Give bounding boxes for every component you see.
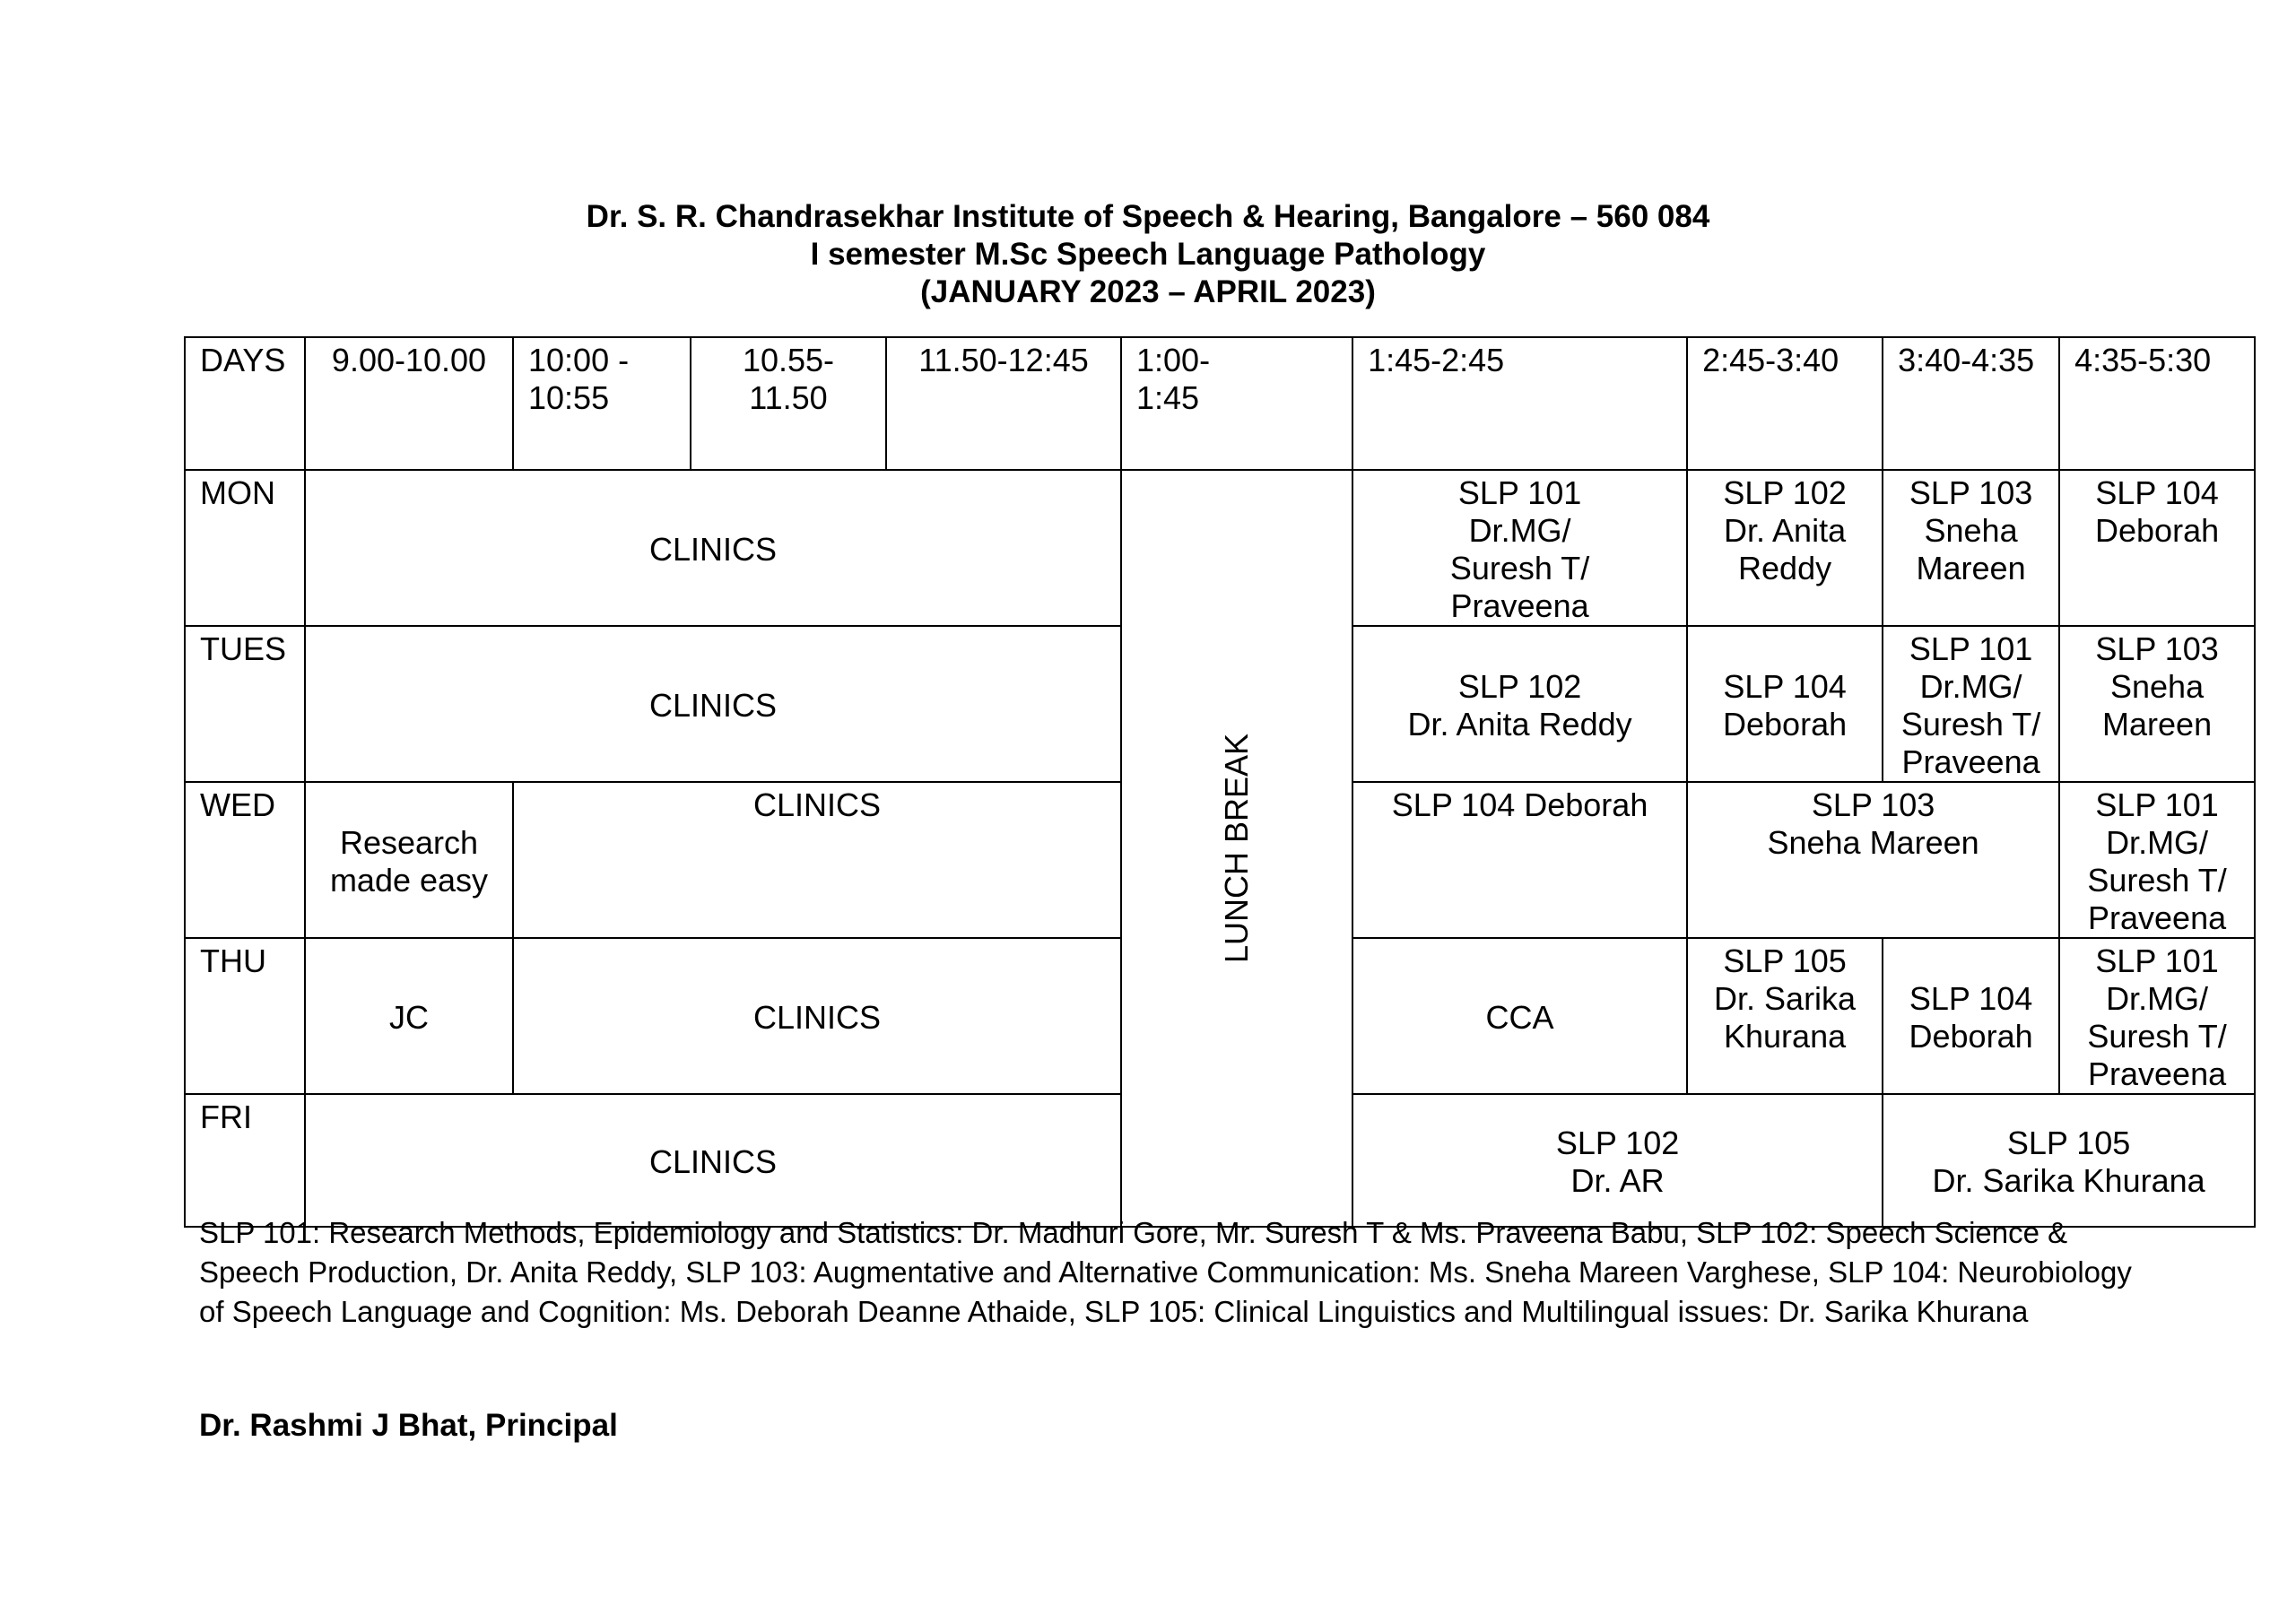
mon-clinics: CLINICS (305, 470, 1121, 626)
mon-slot-4: SLP 104 Deborah (2059, 470, 2255, 626)
time-slot-1: 9.00-10.00 (305, 337, 513, 470)
course-legend: SLP 101: Research Methods, Epidemiology and Statistics: Dr. Madhuri Gore, Mr. Suresh T & Ms. Praveena Babu, SLP 102: Speech Science & Speech Production, Dr. Anita Reddy, SLP 103: Augmentative and Alternative Communication: Ms. Sneha Mareen Varghese, SLP 104: Neurobiology of Speech Language and Cognition: Ms. Deborah Deanne Athaide, SLP 105: Clinical Linguistics and Multilingual issues: Dr. Sarika Khurana (199, 1216, 2132, 1328)
time-slot-3: 10.55- 11.50 (691, 337, 886, 470)
document-header (0, 198, 2296, 311)
tues-slot-3: SLP 101 Dr.MG/ Suresh T/ Praveena (1883, 626, 2059, 782)
mon-slot-3: SLP 103 Sneha Mareen (1883, 470, 2059, 626)
lunch-break (1121, 470, 1352, 1227)
row-mon (185, 470, 2255, 626)
term-dates: (JANUARY 2023 – APRIL 2023) (920, 274, 1376, 309)
wed-slot-3: SLP 101 Dr.MG/ Suresh T/ Praveena (2059, 782, 2255, 938)
timetable (184, 336, 2256, 1228)
day-tues: TUES (185, 626, 305, 782)
time-slot-9: 4:35-5:30 (2059, 337, 2255, 470)
wed-slot-2: SLP 103 Sneha Mareen (1687, 782, 2059, 938)
tues-slot-2: SLP 104 Deborah (1687, 626, 1883, 782)
principal-signature: Dr. Rashmi J Bhat, Principal (199, 1408, 618, 1443)
thu-slot-4: SLP 101 Dr.MG/ Suresh T/ Praveena (2059, 938, 2255, 1094)
thu-jc: JC (305, 938, 513, 1094)
wed-research: Research made easy (305, 782, 513, 938)
time-slot-7: 2:45-3:40 (1687, 337, 1883, 470)
tues-slot-4: SLP 103 Sneha Mareen (2059, 626, 2255, 782)
thu-slot-1: CCA (1352, 938, 1687, 1094)
time-slot-5: 1:00- 1:45 (1121, 337, 1352, 470)
fri-clinics: CLINICS (305, 1094, 1121, 1227)
fri-slot-2: SLP 105 Dr. Sarika Khurana (1883, 1094, 2255, 1227)
time-slot-8: 3:40-4:35 (1883, 337, 2059, 470)
mon-slot-1: SLP 101 Dr.MG/ Suresh T/ Praveena (1352, 470, 1687, 626)
time-header-row (185, 337, 2255, 470)
days-header: DAYS (185, 337, 305, 470)
day-fri: FRI (185, 1094, 305, 1227)
lunch-break-label: LUNCH BREAK (1218, 733, 1256, 964)
thu-slot-2: SLP 105 Dr. Sarika Khurana (1687, 938, 1883, 1094)
wed-clinics: CLINICS (513, 782, 1121, 938)
day-wed: WED (185, 782, 305, 938)
day-mon: MON (185, 470, 305, 626)
wed-slot-1: SLP 104 Deborah (1352, 782, 1687, 938)
course-title: I semester M.Sc Speech Language Pathology (810, 237, 1486, 272)
thu-clinics: CLINICS (513, 938, 1121, 1094)
institute-title: Dr. S. R. Chandrasekhar Institute of Speech & Hearing, Bangalore – 560 084 (586, 199, 1710, 234)
time-slot-2: 10:00 - 10:55 (513, 337, 691, 470)
fri-slot-1: SLP 102 Dr. AR (1352, 1094, 1883, 1227)
thu-slot-3: SLP 104 Deborah (1883, 938, 2059, 1094)
tues-clinics: CLINICS (305, 626, 1121, 782)
time-slot-4: 11.50-12:45 (886, 337, 1121, 470)
tues-slot-1: SLP 102 Dr. Anita Reddy (1352, 626, 1687, 782)
time-slot-6: 1:45-2:45 (1352, 337, 1687, 470)
day-thu: THU (185, 938, 305, 1094)
mon-slot-2: SLP 102 Dr. Anita Reddy (1687, 470, 1883, 626)
